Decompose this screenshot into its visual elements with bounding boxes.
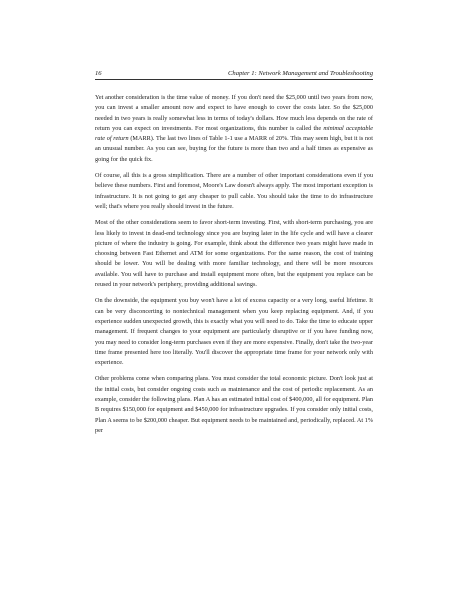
running-header	[95, 70, 373, 80]
paragraph-simplification: Of course, all this is a gross simplification. There are a number of other important considerations even if you believe these numbers. First and foremost, Moore's Law doesn't always apply. The most important exception is infrastructure. It is not going to get any cheaper to pull cable. You should take the time to do infrastructure well; that's where you really should invest in the future.	[95, 172, 373, 210]
paragraph-text: Yet another consideration is the time value of money. If you don't need the $25,000 until two years from now, you can invest a smaller amount now and expect to have enough to cover the costs later. So the $25,000 needed in two years is really somewhat less in terms of today's dollars. How much less depends on the rate of return you can expect on investments. For most organizations, this number is called the	[95, 94, 373, 132]
page-number: 16	[95, 70, 102, 77]
paragraph-text: (MARR). The last two lines of Table 1-1 use a MARR of 20%. This may seem high, but it is not an unusual number. As you can see, buying for the future is more than two and a half times as expensive as going for the quick fix.	[95, 135, 373, 163]
paragraph-comparing-plans: Other problems come when comparing plans. You must consider the total economic picture. Don't look just at the initial costs, but consider ongoing costs such as maintenance and the cost of periodic replacement. As an example, consider the following plans. Plan A has an estimated initial cost of $400,000, all for equipment. Plan B requires $150,000 for equipment and $450,000 for infrastructure upgrades. If you consider only initial costs, Plan A seems to be $200,000 cheaper. But equipment needs to be maintained and, periodically, replaced. At 1% per	[95, 375, 373, 434]
emphasized-term: minimal acceptable rate of return	[95, 124, 373, 143]
paragraph-short-term-investing: Most of the other considerations seem to favor short-term investing. First, with short-term purchasing, you are less likely to invest in dead-end technology since you are buying later in the life cycle and will have a clearer picture of where the industry is going. For example, think about the difference two years might have made in choosing between Fast Ethernet and ATM for some organizations. For the same reason, the cost of training should be lower. You will be dealing with more familiar technology, and there will be more resources available. You will have to purchase and install equipment more often, but the equipment you replace can be reused in your network's periphery, providing additional savings.	[95, 219, 373, 289]
chapter-title: Chapter 1: Network Management and Troubleshooting	[228, 70, 373, 77]
body-text	[95, 93, 373, 436]
paragraph-downside: On the downside, the equipment you buy won't have a lot of excess capacity or a very long, useful lifetime. It can be very disconcerting to nontechnical management when you keep replacing equipment. And, if you experience sudden unexpected growth, this is exactly what you will need to do. Take the time to educate upper management. If frequent changes to your equipment are particularly disruptive or if you have funding now, you may need to consider long-term purchases even if they are more expensive. Finally, don't take the two-year time frame presented here too literally. You'll discover the appropriate time frame for your network only with experience.	[95, 297, 373, 367]
paragraph-time-value-of-money	[95, 93, 373, 165]
book-page	[95, 70, 373, 442]
